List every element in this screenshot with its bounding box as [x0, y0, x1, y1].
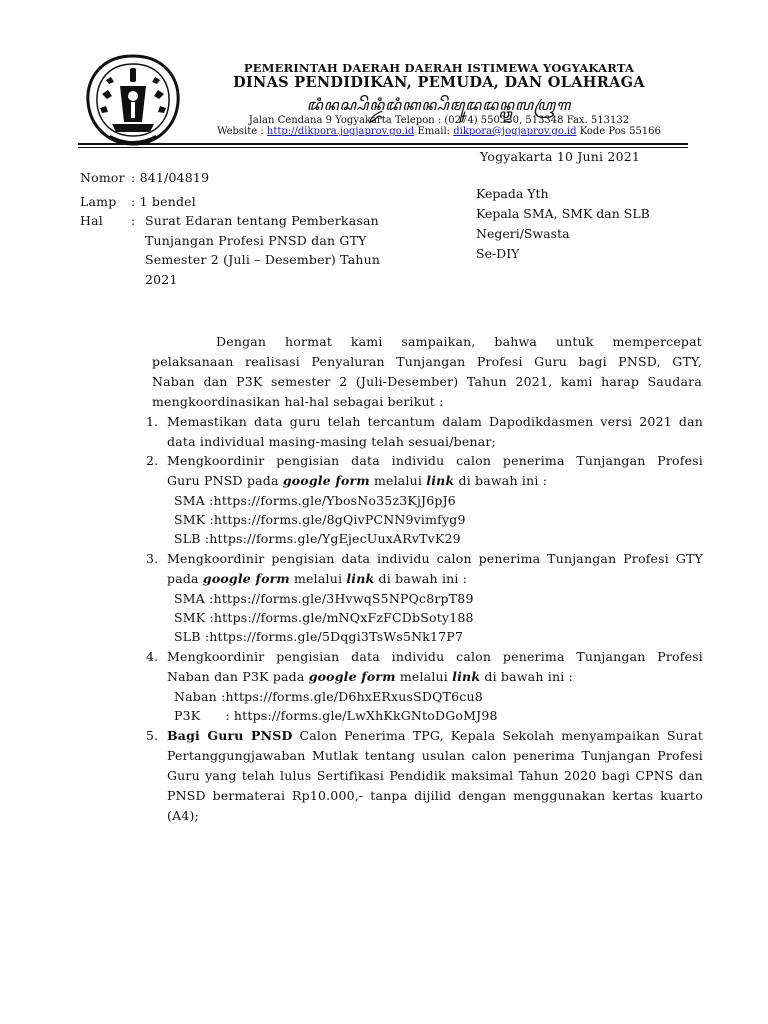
item-3-suffix: di bawah ini : — [374, 571, 468, 586]
item-3-number: 3. — [146, 551, 159, 566]
item-4-line-2 — [167, 667, 703, 687]
recipient-line-2: Kepala SMA, SMK dan SLB — [476, 206, 650, 221]
item-2-slb-link[interactable]: SLB :https://forms.gle/YgEjecUuxARvTvK29 — [174, 531, 461, 546]
item-3-smk-link[interactable]: SMK :https://forms.gle/mNQxFzFCDbSoty188 — [174, 610, 474, 625]
item-2-google-form: google form — [282, 473, 370, 488]
website-link[interactable]: http://dikpora.jogjaprov.go.id — [266, 126, 415, 137]
item-2-line-2 — [167, 471, 703, 491]
item-2-number: 2. — [146, 453, 159, 468]
item-2-sma-link[interactable]: SMA :https://forms.gle/YbosNo35z3KjJ6pJ6 — [174, 493, 456, 508]
letter-date: Yogyakarta 10 Juni 2021 — [480, 149, 641, 164]
item-3-prefix: pada — [167, 571, 203, 586]
intro-line-1: Dengan hormat kami sampaikan, bahwa untuk mempercepat — [216, 334, 702, 349]
item-3-line-2 — [167, 569, 703, 589]
lamp-label: Lamp — [80, 194, 117, 209]
letterhead-javanese-script: ꦢꦶꦤꦱ꧀ꦥꦼꦤ꧀ꦢꦶꦢꦶꦏꦤ꧀ꦥꦼꦩꦸꦢꦢꦤ꧀ꦎꦭꦲꦿꦒ — [306, 96, 572, 114]
website-label: Website : — [217, 126, 267, 137]
item-5-line-3: Guru yang telah lulus Sertifikasi Pendidik maksimal Tahun 2020 bagi CPNS dan — [167, 768, 703, 783]
letterhead-department: DINAS PENDIDIKAN, PEMUDA, DAN OLAHRAGA — [233, 74, 645, 91]
item-2-smk-link[interactable]: SMK :https://forms.gle/8gQivPCNN9vimfyg9 — [174, 512, 466, 527]
item-1-line-1: Memastikan data guru telah tercantum dalam Dapodikdasmen versi 2021 dan — [167, 414, 703, 429]
item-4-number: 4. — [146, 649, 159, 664]
item-5-line-1-rest: Calon Penerima TPG, Kepala Sekolah menyampaikan Surat — [292, 728, 703, 743]
item-4-suffix: di bawah ini : — [480, 669, 573, 684]
dikpora-emblem-logo — [82, 52, 184, 148]
letterhead-divider-thick — [78, 143, 688, 145]
postal-code: Kode Pos 55166 — [579, 126, 661, 137]
item-3-mid: melalui — [289, 571, 347, 586]
item-5-line-1 — [167, 726, 703, 746]
item-5-number: 5. — [146, 728, 159, 743]
item-4-mid: melalui — [395, 669, 453, 684]
item-4-google-form: google form — [308, 669, 396, 684]
item-4-prefix: Naban dan P3K pada — [167, 669, 309, 684]
item-3-google-form: google form — [202, 571, 290, 586]
item-5-line-4: PNSD bermaterai Rp10.000,- tanpa dijilid dengan menggunakan kertas kuarto — [167, 788, 703, 803]
item-5-line-5: (A4); — [167, 808, 199, 823]
item-1-number: 1. — [146, 414, 159, 429]
nomor-label: Nomor — [80, 170, 125, 185]
intro-line-4: mengkoordinasikan hal-hal sebagai berikut : — [152, 394, 444, 409]
recipient-line-1: Kepada Yth — [476, 186, 549, 201]
intro-line-2: pelaksanaan realisasi Penyaluran Tunjangan Profesi Guru bagi PNSD, GTY, — [152, 354, 702, 369]
item-3-link-word: link — [346, 571, 375, 586]
email-link[interactable]: dikpora@jogjaprov.go.id — [453, 126, 577, 137]
item-2-suffix: di bawah ini : — [454, 473, 548, 488]
item-1-line-2: data individual masing-masing telah sesuai/benar; — [167, 434, 496, 449]
letterhead-government: PEMERINTAH DAERAH DAERAH ISTIMEWA YOGYAKARTA — [243, 61, 635, 75]
letterhead-address: Jalan Cendana 9 Yogyakarta Telepon : (0274) 550330, 513348 Fax. 513132 — [248, 115, 630, 126]
item-3-sma-link[interactable]: SMA :https://forms.gle/3HvwqS5NPQc8rpT89 — [174, 591, 474, 606]
nomor-value: : 841/04819 — [131, 170, 210, 185]
item-2-link-word: link — [426, 473, 455, 488]
item-3-line-1: Mengkoordinir pengisian data individu calon penerima Tunjangan Profesi GTY — [167, 551, 703, 566]
item-4-p3k-link[interactable]: P3K : https://forms.gle/LwXhKkGNtoDGoMJ98 — [174, 708, 498, 723]
item-4-naban-link[interactable]: Naban :https://forms.gle/D6hxERxusSDQT6cu8 — [174, 689, 483, 704]
hal-value: Surat Edaran tentang Pemberkasan Tunjangan Profesi PNSD dan GTY Semester 2 (Juli – Desember) Tahun 2021 — [145, 213, 381, 287]
recipient-line-3: Negeri/Swasta — [476, 226, 570, 241]
lamp-value: : 1 bendel — [131, 194, 196, 209]
item-2-line-1: Mengkoordinir pengisian data individu calon penerima Tunjangan Profesi — [167, 453, 703, 468]
item-2-mid: melalui — [369, 473, 427, 488]
recipient-line-4: Se-DIY — [476, 246, 520, 261]
item-4-link-word: link — [452, 669, 481, 684]
intro-line-3: Naban dan P3K semester 2 (Juli-Desember) Tahun 2021, kami harap Saudara — [152, 374, 702, 389]
item-4-line-1: Mengkoordinir pengisian data individu calon penerima Tunjangan Profesi — [167, 649, 703, 664]
item-5-line-2: Pertanggungjawaban Mutlak tentang usulan calon penerima Tunjangan Profesi — [167, 748, 703, 763]
letterhead-contact — [194, 126, 684, 137]
item-5-bold-lead: Bagi Guru PNSD — [167, 728, 293, 743]
email-label: Email: — [417, 126, 451, 137]
hal-label: Hal — [80, 213, 103, 228]
hal-colon: : — [131, 213, 136, 228]
item-2-prefix: Guru PNSD pada — [167, 473, 283, 488]
item-3-slb-link[interactable]: SLB :https://forms.gle/5Dqgi3TsWs5Nk17P7 — [174, 629, 464, 644]
